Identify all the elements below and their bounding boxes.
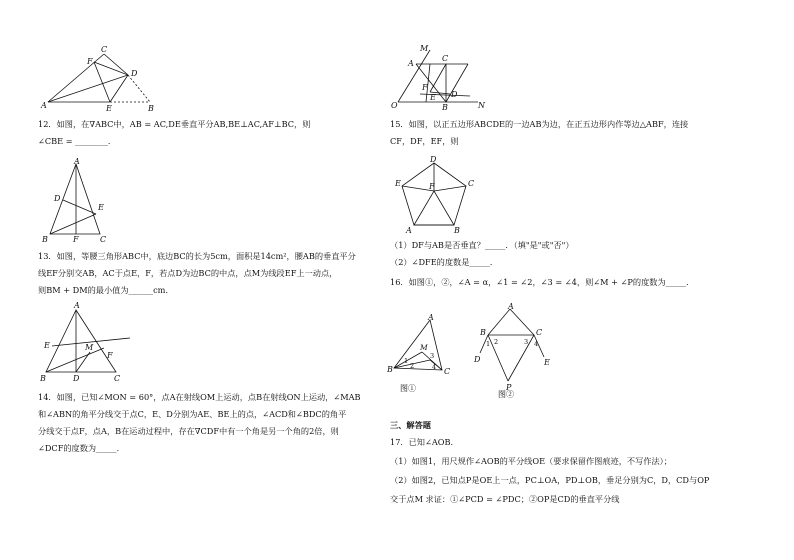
q16-fig1-label-a: A: [428, 313, 434, 322]
q15-text-line2: CF，DF，EF，则: [390, 136, 459, 146]
q12-label-c: C: [100, 235, 107, 244]
q11-label-c: C: [101, 45, 108, 54]
q12-text-line2: ∠CBE = ________．: [38, 136, 117, 146]
q15-sub2: （2）∠DFE的度数是_____．: [390, 257, 499, 267]
q15-text-line1: 15．如图，以正五边形ABCDE的一边AB为边，在正五边形内作等边△ABF，连接: [390, 119, 689, 129]
q16-fig1-label-b: B: [387, 365, 393, 374]
q14-label-b: B: [442, 103, 448, 112]
q14-label-o: O: [391, 101, 398, 110]
q17-text-line4: 交于点M 求证：①∠PCD = ∠PDC；②OP是CD的垂直平分线: [390, 494, 620, 504]
q16-fig1-label-m: M: [420, 343, 428, 352]
q12-label-d: D: [54, 194, 61, 203]
q13-figure: [38, 302, 138, 384]
q11-label-d: D: [131, 69, 138, 78]
q16-fig2-caption: 图②: [498, 390, 514, 399]
q12-label-a: A: [74, 157, 80, 166]
q11-label-e: E: [106, 104, 112, 113]
q16-fig2-label-2: 2: [494, 338, 499, 346]
q11-label-b: B: [148, 104, 154, 113]
q11-label-a: A: [41, 101, 47, 110]
q16-fig2-label-d: D: [474, 355, 481, 364]
q16-fig1-label-3: 3: [430, 352, 435, 360]
q16-fig2-label-b: B: [480, 328, 486, 337]
q13-label-e: E: [44, 341, 50, 350]
q15-label-f: F: [429, 182, 435, 191]
q15-label-b: B: [454, 226, 460, 235]
q12-text-line1: 12．如图，在∇ABC中，AB = AC,DE垂直平分AB,BE⊥AC,AF⊥BC，则: [38, 119, 311, 129]
q16-fig1-label-4: 4: [432, 363, 437, 371]
q16-text-line1: 16．如图①，②，∠A = α，∠1 = ∠2，∠3 = ∠4，则∠M + ∠P的度数为_____．: [390, 277, 695, 287]
q13-label-f: F: [107, 351, 113, 360]
q17-text-line2: （1）如图1，用尺规作∠AOB的平分线OE（要求保留作图痕迹，不写作法）；: [390, 456, 672, 466]
q14-text-line1: 14．如图，已知∠MON = 60°，点A在射线OM上运动，点B在射线ON上运动，∠MAB: [38, 392, 361, 402]
q15-label-d: D: [430, 155, 437, 164]
q16-fig2-label-1: 1: [486, 340, 491, 348]
q13-text-line2: 线EF分别交AB，AC于点E，F，若点D为边BC的中点，点M为线段EF上一动点，: [38, 268, 338, 278]
q13-label-m: M: [85, 343, 94, 352]
q16-fig2-label-e: E: [544, 358, 550, 367]
q14-label-m: M: [420, 44, 429, 53]
q15-label-a: A: [406, 226, 412, 235]
q15-label-c: C: [468, 179, 475, 188]
q16-fig2-label-a: A: [508, 302, 514, 311]
q13-text-line3: 则BM + DM的最小值为______cm．: [38, 285, 174, 295]
q15-sub1: （1）DF与AB是否垂直？_____．（填"是"或"否"）: [390, 240, 574, 250]
q14-text-line4: ∠DCF的度数为_____．: [38, 443, 125, 453]
q16-figure-2: [470, 302, 560, 399]
q12-label-f: F: [73, 235, 79, 244]
q16-fig2-label-4: 4: [534, 340, 539, 348]
q14-text-line2: 和∠ABN的角平分线交于点C，E、D分别为AE、BE上的点，∠ACD和∠BDC的角平: [38, 409, 347, 419]
q16-fig1-caption: 图①: [400, 384, 416, 393]
q14-label-f: F: [422, 83, 428, 92]
q16-fig2-label-3: 3: [524, 338, 529, 346]
q15-figure: [392, 155, 482, 235]
q14-label-n: N: [478, 101, 485, 110]
q16-figure-1: [384, 312, 456, 396]
q16-fig2-label-c: C: [536, 328, 543, 337]
q13-label-a: A: [74, 301, 80, 310]
q17-text-line3: （2）如图2，已知点P是OE上一点，PC⊥OA，PD⊥OB，垂足分别为C，D，CD与OP: [390, 475, 710, 485]
q11-label-f: F: [87, 57, 93, 66]
q14-figure: [390, 44, 490, 110]
q12-label-e: E: [98, 203, 104, 212]
q17-text-line1: 17．已知∠AOB．: [390, 437, 459, 447]
q16-fig2-label-p: P: [506, 383, 512, 392]
q14-label-c: C: [442, 54, 449, 63]
q16-fig1-label-c: C: [444, 367, 451, 376]
section-title-3: 三、解答题: [390, 420, 431, 430]
q16-fig1-label-1: 1: [404, 357, 409, 365]
q12-label-b: B: [42, 235, 48, 244]
q16-fig1-label-2: 2: [410, 362, 415, 370]
q12-figure: [38, 158, 113, 244]
q14-label-e: E: [430, 93, 436, 102]
q13-label-d: D: [73, 374, 80, 383]
q14-label-d: D: [451, 90, 458, 99]
q14-label-a: A: [408, 59, 414, 68]
q11-figure: [38, 44, 168, 112]
q15-label-e: E: [395, 179, 401, 188]
q13-label-b: B: [40, 374, 46, 383]
q14-text-line3: 分线交于点F，点A，B在运动过程中，存在∇CDF中有一个角是另一个角的2倍，则: [38, 426, 339, 436]
q13-text-line1: 13．如图，等腰三角形ABC中，底边BC的长为5cm，面积是14cm²，腰AB的垂直平分: [38, 251, 356, 261]
q13-label-c: C: [114, 374, 121, 383]
